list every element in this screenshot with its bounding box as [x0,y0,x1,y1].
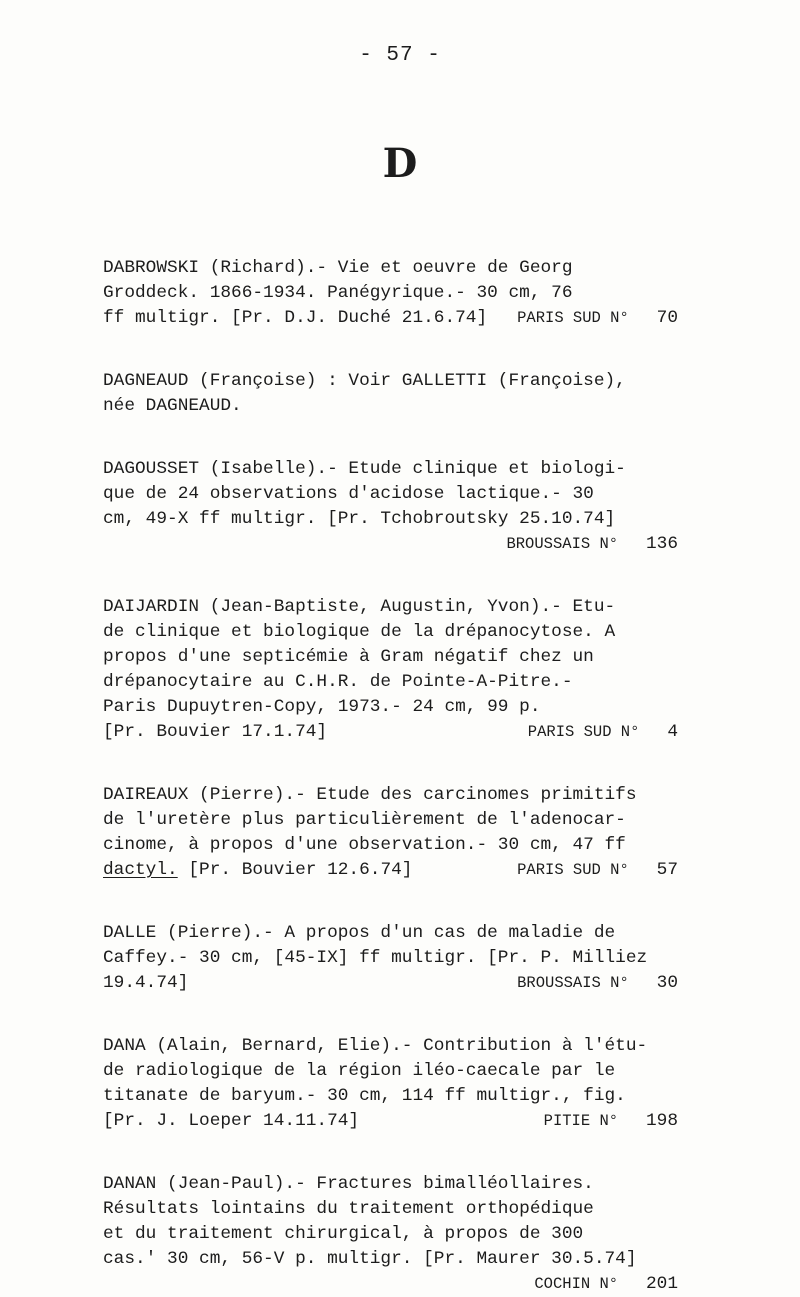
entry-line: [Pr. J. Loeper 14.11.74] [103,1111,360,1131]
entry-line: Caffey.- 30 cm, [45-IX] ff multigr. [Pr. P. Milliez [103,948,648,968]
library-location [506,532,678,557]
library-number: 136 [645,534,678,554]
thesis-entry [103,1034,713,1134]
entry-last-row [103,720,713,745]
entry-line: Groddeck. 1866-1934. Panégyrique.- 30 cm, 76 [103,283,573,303]
library-name: PARIS SUD N° [527,723,640,741]
entry-line: Résultats lointains du traitement orthopédique [103,1199,594,1219]
library-name: COCHIN N° [534,1275,619,1293]
entry-last-row [103,971,713,996]
library-number: 57 [656,860,678,880]
entry-last-row [103,1109,713,1134]
entry-line: DAGNEAUD (Françoise) : Voir GALLETTI (Françoise), [103,371,626,391]
entry-line: DAGOUSSET (Isabelle).- Etude clinique et biologi- [103,459,626,479]
entry-line: cinome, à propos d'une observation.- 30 cm, 47 ff [103,835,626,855]
page-number: - 57 - [359,44,441,67]
entry-line: ff multigr. [Pr. D.J. Duché 21.6.74] [103,308,488,328]
entry-line: DAIJARDIN (Jean-Baptiste, Augustin, Yvon).- Etu- [103,597,616,617]
thesis-entry [103,369,713,419]
thesis-entry [103,921,713,996]
entry-line: cas.' 30 cm, 56-V p. multigr. [Pr. Maurer 30.5.74] [103,1249,637,1269]
library-location [544,1109,678,1134]
entry-line: de l'uretère plus particulièrement de l'adenocar- [103,810,626,830]
entry-line: DANAN (Jean-Paul).- Fractures bimalléollaires. [103,1174,594,1194]
entry-line: [Pr. Bouvier 17.1.74] [103,722,328,742]
entry-line: DABROWSKI (Richard).- Vie et oeuvre de Georg [103,258,573,278]
library-location [528,720,678,745]
library-number: 30 [656,973,678,993]
entry-line: de clinique et biologique de la drépanocytose. A [103,622,616,642]
entry-last-row [103,306,713,331]
entry-line: que de 24 observations d'acidose lactique.- 30 [103,484,594,504]
entry-line: DANA (Alain, Bernard, Elie).- Contribution à l'étu- [103,1036,648,1056]
library-name: BROUSSAIS N° [506,535,619,553]
entry-line: Paris Dupuytren-Copy, 1973.- 24 cm, 99 p. [103,697,541,717]
entry-line: DAIREAUX (Pierre).- Etude des carcinomes primitifs [103,785,637,805]
library-name: PARIS SUD N° [517,861,629,879]
library-number: 198 [645,1111,678,1131]
library-location [534,1272,678,1297]
catalogue-entries [103,256,713,1297]
library-name: BROUSSAIS N° [517,974,629,992]
section-letter: D [382,140,418,187]
entry-line: née DAGNEAUD. [103,396,242,416]
entry-line: titanate de baryum.- 30 cm, 114 ff multigr., fig. [103,1086,626,1106]
thesis-entry [103,256,713,331]
library-number: 201 [645,1274,678,1294]
entry-line: cm, 49-X ff multigr. [Pr. Tchobroutsky 25.10.74] [103,509,616,529]
entry-location-row [103,1272,713,1297]
thesis-entry [103,595,713,745]
library-number: 4 [667,722,678,742]
thesis-entry [103,457,713,557]
entry-location-row [103,532,713,557]
entry-line: propos d'une septicémie à Gram négatif chez un [103,647,594,667]
entry-line: drépanocytaire au C.H.R. de Pointe-A-Pitre.- [103,672,573,692]
library-name: PITIE N° [543,1112,619,1130]
entry-line: 19.4.74] [103,973,189,993]
entry-last-row [103,858,713,883]
library-number: 70 [656,308,678,328]
entry-line: dactyl. [Pr. Bouvier 12.6.74] [103,860,413,880]
entry-line: et du traitement chirurgical, à propos de 300 [103,1224,584,1244]
entry-line: de radiologique de la région iléo-caecale par le [103,1061,616,1081]
entry-line: DALLE (Pierre).- A propos d'un cas de maladie de [103,923,616,943]
library-name: PARIS SUD N° [517,309,629,327]
thesis-entry [103,1172,713,1297]
library-location [517,971,678,996]
thesis-entry [103,783,713,883]
library-location [517,858,678,883]
library-location [517,306,678,331]
